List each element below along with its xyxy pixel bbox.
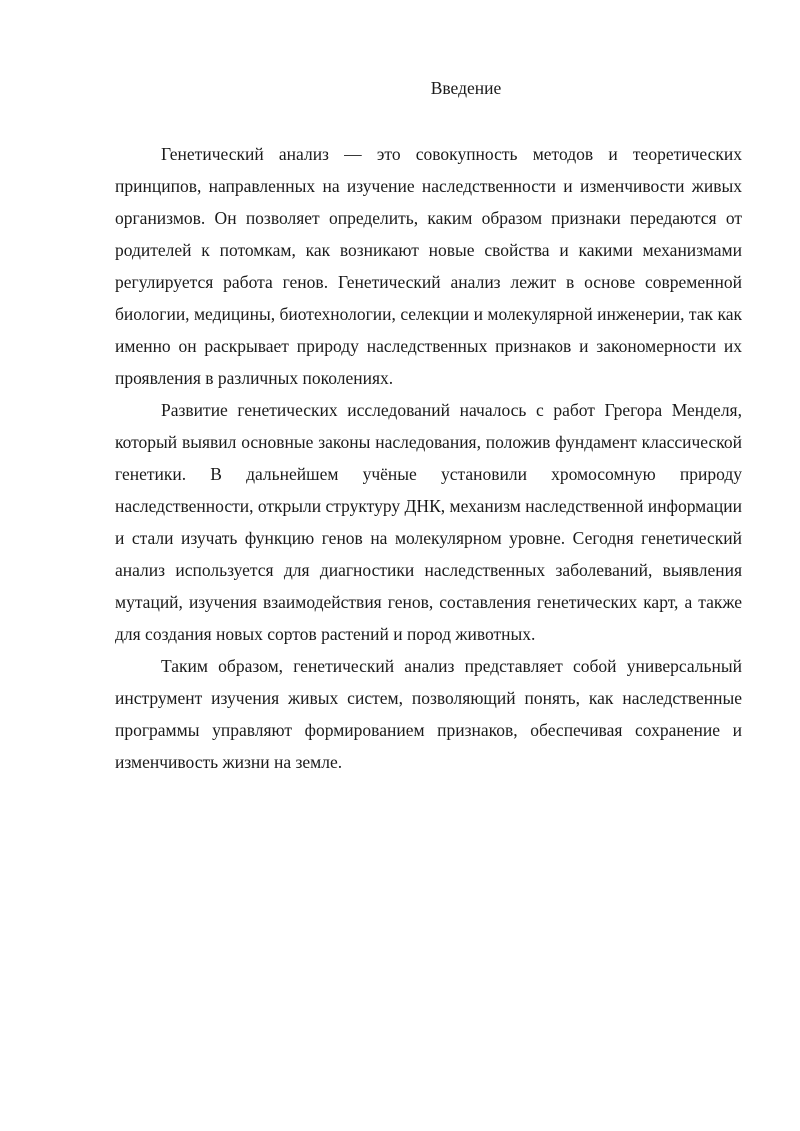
document-content <box>115 74 742 778</box>
paragraph: Таким образом, генетический анализ представляет собой универсальный инструмент изучения живых систем, позволяющий понять, как наследственные программы управляют формированием признаков, обеспечивая сохранение и изменчивость жизни на земле. <box>115 656 742 772</box>
document-body <box>115 138 742 778</box>
paragraph: Генетический анализ — это совокупность методов и теоретических принципов, направленных на изучение наследственности и изменчивости живых организмов. Он позволяет определить, каким образом признаки передаются от родителей к потомкам, как возникают новые свойства и какими механизмами регулируется работа генов. Генетический анализ лежит в основе современной биологии, медицины, биотехнологии, селекции и молекулярной инженерии, так как именно он раскрывает природу наследственных признаков и закономерности их проявления в различных поколениях. <box>115 144 742 388</box>
page-title: Введение <box>430 78 502 98</box>
paragraph: Развитие генетических исследований началось с работ Грегора Менделя, который выявил основные законы наследования, положив фундамент классической генетики. В дальнейшем учёные установили хромосомную природу наследственности, открыли структуру ДНК, механизм наследственной информации и стали изучать функцию генов на молекулярном уровне. Сегодня генетический анализ используется для диагностики наследственных заболеваний, выявления мутаций, изучения взаимодействия генов, составления генетических карт, а также для создания новых сортов растений и пород животных. <box>115 400 742 644</box>
